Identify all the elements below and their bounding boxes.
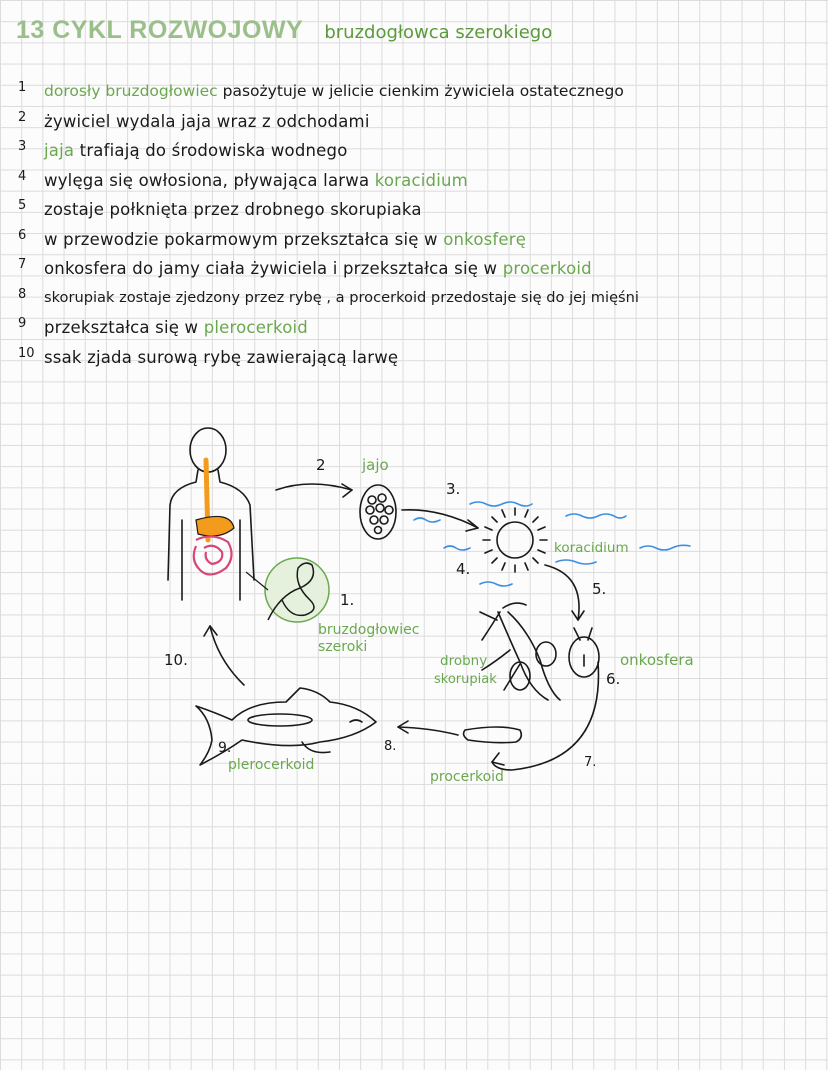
step-text: jaja trafiają do środowiska wodnego (44, 141, 348, 160)
onkosfera-icon (569, 628, 599, 677)
label-szeroki: szeroki (318, 639, 368, 655)
step-number: 10 (18, 345, 35, 361)
title-main: 13 CYKL ROZWOJOWY (16, 16, 304, 44)
step-text: wylęga się owłosiona, pływająca larwa koracidium (44, 170, 468, 190)
step-number: 3 (18, 139, 27, 154)
step-number: 4 (18, 168, 27, 184)
label-skorupiak: skorupiak (434, 672, 497, 687)
label-4: 4. (456, 560, 471, 578)
step-number: 8 (18, 286, 27, 302)
procerkoid-icon (464, 727, 522, 743)
step-number: 5 (18, 198, 27, 213)
step-text: dorosły bruzdogłowiec pasożytuje w jelicie cienkim żywiciela ostatecznego (44, 82, 624, 100)
step-number: 7 (18, 257, 27, 272)
tapeworm-icon (246, 558, 329, 622)
label-plerocerkoid: plerocerkoid (228, 757, 315, 773)
step-number: 6 (18, 227, 27, 243)
egg-icon (360, 485, 396, 539)
step-text: skorupiak zostaje zjedzony przez rybę , a procerkoid przedostaje się do jej mięśni (44, 288, 639, 306)
label-drobny: drobny (440, 653, 488, 669)
step-number: 9 (18, 316, 27, 331)
title-subtitle: bruzdogłowca szerokiego (324, 22, 553, 43)
label-10: 10. (164, 651, 188, 669)
label-bruzdoglowiec: bruzdogłowiec (318, 622, 420, 638)
step-text: żywiciel wydala jaja wraz z odchodami (44, 111, 370, 131)
label-6: 6. (606, 670, 621, 688)
step-text: ssak zjada surową rybę zawierającą larwę (44, 347, 399, 367)
label-procerkoid: procerkoid (430, 769, 504, 785)
label-8: 8. (384, 739, 397, 754)
arrow-2 (276, 484, 352, 490)
label-jajo: jajo (362, 456, 389, 474)
label-koracidium: koracidium (554, 540, 629, 556)
step-number: 1 (18, 80, 27, 95)
label-onkosfera: onkosfera (620, 651, 694, 669)
label-9: 9. (218, 740, 232, 756)
label-1: 1. (340, 591, 355, 609)
label-2: 2 (316, 456, 326, 474)
label-7: 7. (584, 755, 597, 770)
label-3: 3. (446, 480, 461, 498)
step-text: w przewodzie pokarmowym przekształca się w onkosferę (44, 229, 527, 249)
step-text: zostaje połknięta przez drobnego skorupiaka (44, 200, 422, 219)
step-number: 2 (18, 109, 27, 125)
koracidium-icon (483, 508, 547, 572)
label-5: 5. (592, 580, 607, 598)
step-text: onkosfera do jamy ciała żywiciela i przekształca się w procerkoid (44, 259, 592, 278)
step-text: przekształca się w plerocerkoid (44, 318, 308, 337)
